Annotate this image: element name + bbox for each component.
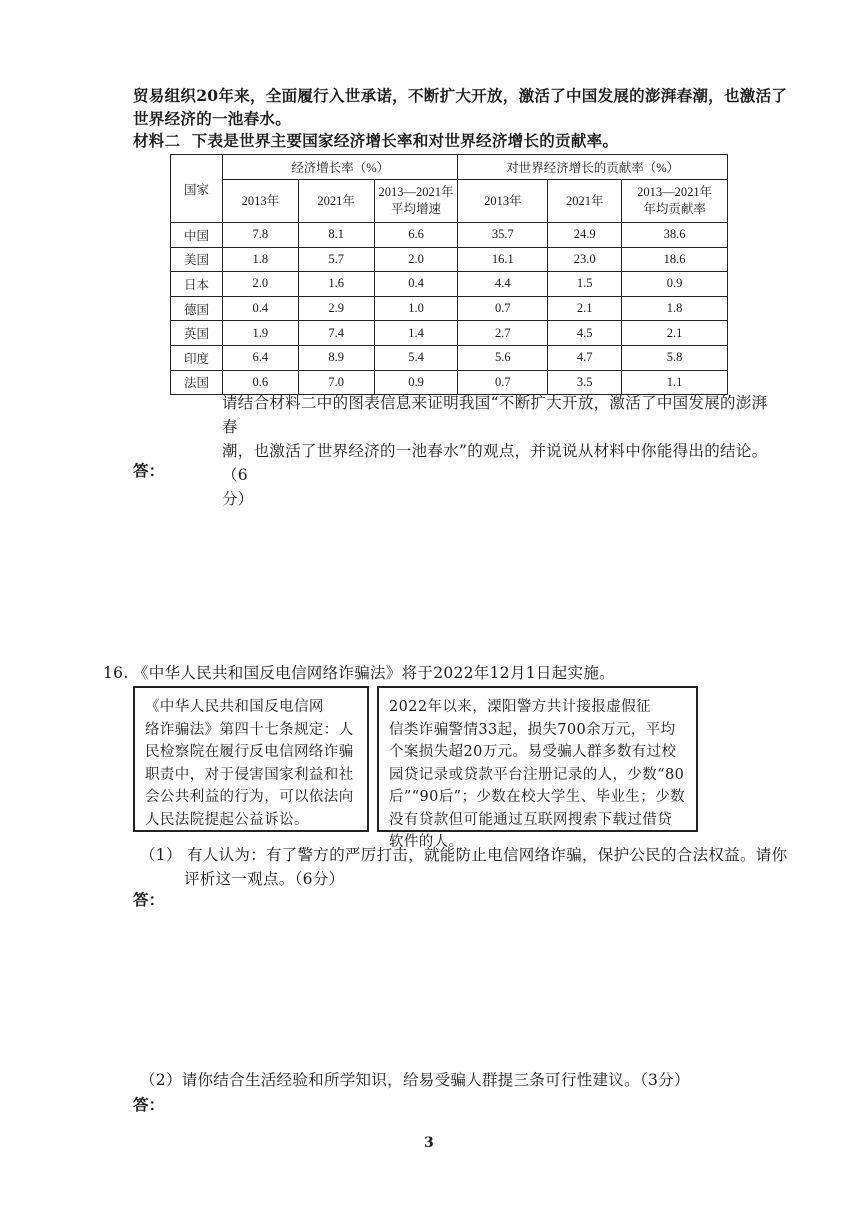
value-cell: 3.5: [548, 370, 622, 395]
box-line: 软件的人。: [389, 834, 464, 850]
value-cell: 7.0: [298, 370, 374, 395]
q15-answer-label: 答：: [133, 461, 165, 480]
country-cell: 德国: [171, 296, 223, 321]
sub-header-line: 平均增速: [391, 202, 442, 216]
value-cell: 0.6: [222, 370, 298, 395]
value-cell: 7.8: [222, 223, 298, 248]
sub-header-2: [374, 180, 458, 223]
table-row: [171, 272, 728, 297]
value-cell: 24.9: [548, 223, 622, 248]
table-row: [171, 223, 728, 248]
sub-header-line: 2021年: [565, 193, 604, 208]
intro-text-line1: 贸易组织20年来，全面履行入世承诺，不断扩大开放，激活了中国发展的澎湃春潮，也激活了: [133, 86, 788, 105]
value-cell: 2.7: [458, 321, 548, 346]
sub-header-line: 年均贡献率: [643, 202, 706, 216]
page-number: 3: [424, 1135, 434, 1151]
value-cell: 2.9: [298, 296, 374, 321]
sub-header-1: [298, 180, 374, 223]
country-cell: 日本: [171, 272, 223, 297]
q16-1-answer-label: 答：: [133, 890, 165, 909]
q15-prompt-line2: 潮，也激活了世界经济的一池春水”的观点，并说说从材料中你能得出的结论。（6: [222, 442, 768, 484]
material2-label: 材料二: [133, 131, 181, 150]
value-cell: 5.4: [374, 345, 458, 370]
value-cell: 6.6: [374, 223, 458, 248]
value-cell: 5.6: [458, 345, 548, 370]
value-cell: 38.6: [622, 223, 728, 248]
value-cell: 16.1: [458, 247, 548, 272]
value-cell: 35.7: [458, 223, 548, 248]
value-cell: 1.8: [622, 296, 728, 321]
q16-2-answer-label: 答：: [133, 1095, 165, 1114]
value-cell: 5.8: [622, 345, 728, 370]
country-cell: 法国: [171, 370, 223, 395]
value-cell: 8.9: [298, 345, 374, 370]
sub-header-line: 2013—2021年: [637, 185, 713, 199]
box-line: 络诈骗法》第四十七条规定：人: [145, 721, 354, 738]
value-cell: 4.7: [548, 345, 622, 370]
box-line: 人民法院提起公益诉讼。: [145, 811, 309, 828]
box-line: 职责中，对于侵害国家利益和社: [145, 766, 354, 783]
value-cell: 5.7: [298, 247, 374, 272]
value-cell: 0.7: [458, 370, 548, 395]
value-cell: 0.9: [374, 370, 458, 395]
economic-growth-table: [170, 154, 728, 395]
value-cell: 18.6: [622, 247, 728, 272]
box-line: 民检察院在履行反电信网络诈骗: [145, 744, 354, 760]
sub-header-4: [548, 180, 622, 223]
sub-header-line: 2013年: [241, 193, 280, 208]
value-cell: 0.4: [222, 296, 298, 321]
sub-header-5: [622, 180, 728, 223]
value-cell: 4.4: [458, 272, 548, 297]
box-line: 后”“90后”；少数在校大学生、毕业生；少数: [389, 789, 685, 805]
value-cell: 2.0: [374, 247, 458, 272]
value-cell: 1.9: [222, 321, 298, 346]
value-cell: 1.1: [622, 370, 728, 395]
sub-header-3: [458, 180, 548, 223]
q15-prompt-line3: 分）: [222, 490, 254, 508]
law-article-box: [133, 686, 369, 832]
q15-prompt-line1: 请结合材料二中的图表信息来证明我国“不断扩大开放，激活了中国发展的澎湃春: [222, 394, 768, 436]
value-cell: 1.5: [548, 272, 622, 297]
q16-number: 16.: [103, 664, 129, 682]
growth-rate-header: 经济增长率（%）: [222, 155, 458, 180]
value-cell: 1.8: [222, 247, 298, 272]
table-row: [171, 247, 728, 272]
value-cell: 6.4: [222, 345, 298, 370]
value-cell: 1.0: [374, 296, 458, 321]
value-cell: 2.1: [622, 321, 728, 346]
material2-description: 下表是世界主要国家经济增长率和对世界经济增长的贡献率。: [191, 131, 619, 150]
police-report-box: [377, 686, 698, 850]
country-cell: 中国: [171, 223, 223, 248]
box-line: 2022年以来，溧阳警方共计接报虚假征: [389, 699, 651, 715]
box-line: 会公共利益的行为，可以依法向: [145, 789, 354, 805]
value-cell: 1.6: [298, 272, 374, 297]
q16-statement: 《中华人民共和国反电信网络诈骗法》将于2022年12月1日起实施。: [133, 664, 615, 682]
value-cell: 7.4: [298, 321, 374, 346]
value-cell: 1.4: [374, 321, 458, 346]
country-cell: 印度: [171, 345, 223, 370]
q16-1-question: [140, 843, 787, 891]
sub-header-line: 2021年: [317, 193, 355, 208]
sub-header-line: 2013年: [484, 193, 522, 208]
box-line: 园贷记录或贷款平台注册记录的人，少数“80: [389, 766, 685, 783]
value-cell: 0.9: [622, 272, 728, 297]
box-line: 信类诈骗警情33起，损失700余万元，平均: [389, 721, 676, 738]
q16-1-line1: （1） 有人认为：有了警方的严厉打击，就能防止电信网络诈骗，保护公民的合法权益。请你: [140, 846, 788, 864]
sub-header-0: [222, 180, 298, 223]
value-cell: 4.5: [548, 321, 622, 346]
material2-heading: [133, 129, 618, 153]
contribution-rate-header: 对世界经济增长的贡献率（%）: [458, 155, 728, 180]
table-row: [171, 345, 728, 370]
value-cell: 0.4: [374, 272, 458, 297]
value-cell: 0.7: [458, 296, 548, 321]
value-cell: 23.0: [548, 247, 622, 272]
box-line: 个案损失超20万元。易受骗人群多数有过校: [389, 744, 677, 760]
box-line: 没有贷款但可能通过互联网搜索下载过借贷: [389, 811, 673, 828]
value-cell: 2.0: [222, 272, 298, 297]
q15-prompt: [222, 391, 782, 511]
country-header: 国家: [171, 155, 223, 223]
country-cell: 英国: [171, 321, 223, 346]
box-line: 《中华人民共和国反电信网: [145, 699, 324, 715]
table-row: [171, 296, 728, 321]
sub-header-line: 2013—2021年: [378, 185, 454, 199]
intro-text-line2: 世界经济的一池春水。: [133, 109, 292, 128]
value-cell: 8.1: [298, 223, 374, 248]
q16-1-line2: 评析这一观点。（6分）: [184, 870, 345, 888]
q16-2-question: （2）请你结合生活经验和所学知识，给易受骗人群提三条可行性建议。（3分）: [140, 1071, 690, 1089]
value-cell: 2.1: [548, 296, 622, 321]
country-cell: 美国: [171, 247, 223, 272]
table-row: [171, 321, 728, 346]
